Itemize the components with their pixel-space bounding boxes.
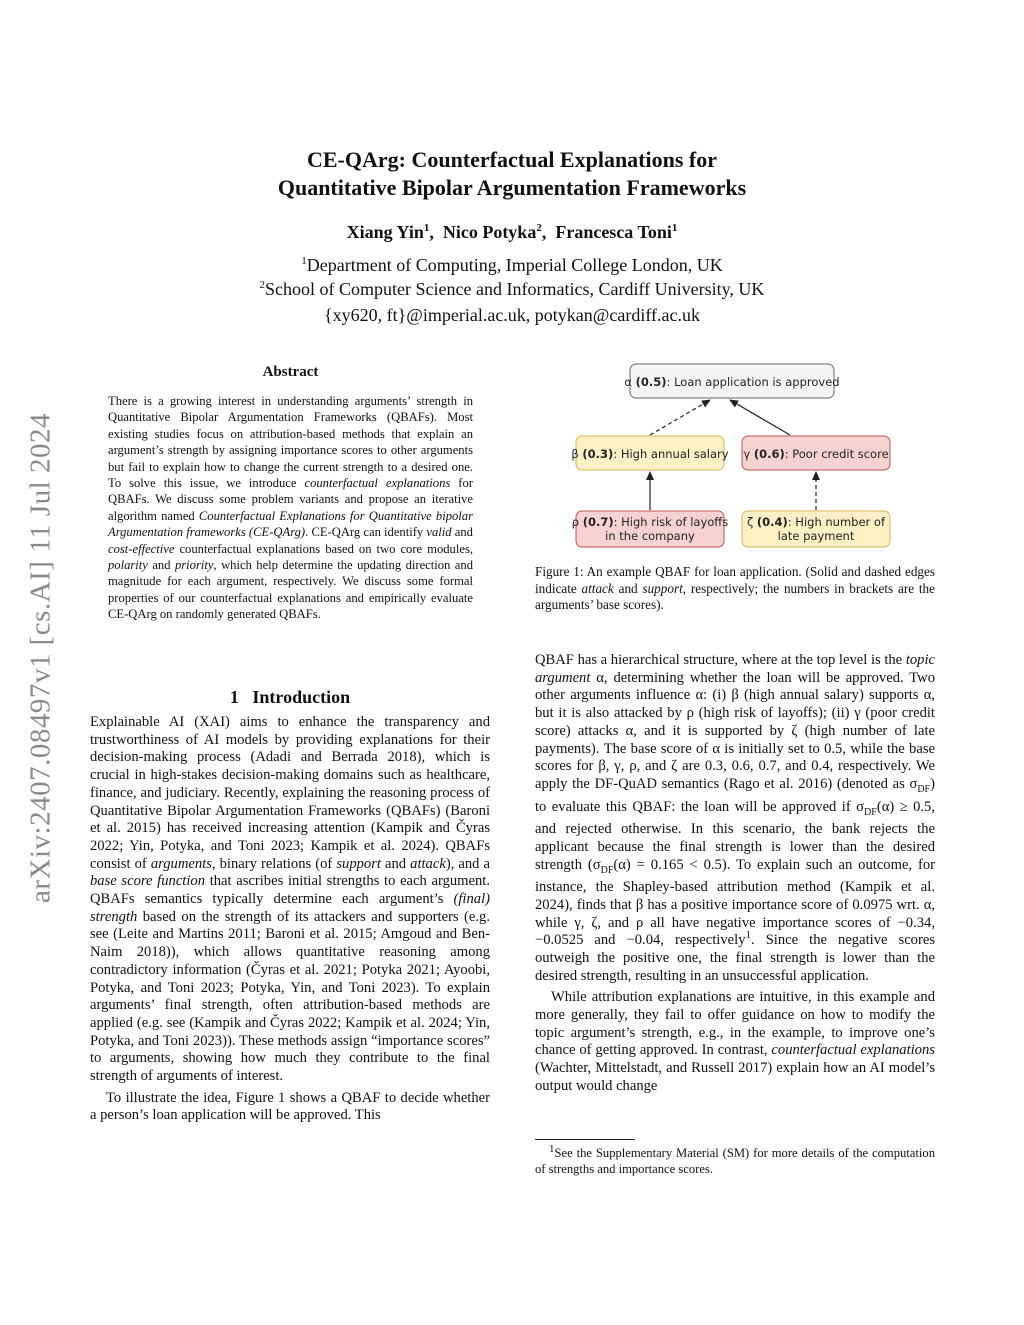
abstract-text: . CE-QArg can identify [305, 525, 427, 540]
body-text: (α) = 0.165 < 0.5). To explain such an outcome, for instance, the Shapley-based attribution method (Kampik et al. 2024), finds that β has a positive importance score of 0.0975 wrt. α, while γ, ζ, and ρ all have negative importance scores of −0.34, −0.0525 and −0.04, respectively [535, 856, 935, 949]
introduction-right-column [535, 652, 935, 1096]
paper-title [0, 146, 1024, 202]
body-text: Explainable AI (XAI) aims to enhance the transparency and trustworthiness of AI models by providing explanations for their decision-making process (Adadi and Berrada 2018), which is crucial in high-stakes decision-making domains such as healthcare, finance, and judiciary. Recently, explaining the reasoning process of Quantitative Bipolar Argumentation Frameworks (QBAFs) (Baroni et al. 2015) has received increasing attention (Kampik and Čyras 2022; Yin, Potyka, and Toni 2023; Kampik et al. 2024). QBAFs consist of [90, 714, 490, 872]
body-emphasis: counterfactual explanations [771, 1042, 935, 1059]
body-emphasis: (final) strength [90, 891, 490, 925]
author-name: Francesca Toni [555, 222, 672, 242]
argument-label-line-2: late payment [777, 529, 855, 543]
caption-text: , respectively; the numbers in brackets are the arguments’ base scores). [535, 580, 935, 613]
abstract-emphasis: counterfactual explanations [304, 476, 451, 491]
footnote-number: 1 [549, 1142, 555, 1155]
body-text: based on the strength of its attackers and supporters (e.g. see (Leite and Martins 2011; Baroni et al. 2015; Amgoud and Ben-Naim 2018)), which allows quantitative reasoning among contradictory information (Čyras et al. 2021; Potyka 2021; Ayoobi, Potyka, and Toni 2023; Potyka, Yin, and Toni 2023). To explain arguments’ final strength, often attribution-based methods are applied (e.g. see (Kampik and Čyras 2022; Kampik et al. 2024; Yin, Potyka, and Toni 2023)). These methods assign “importance scores” to arguments, showing how much they contribute to the final strength of arguments of interest. [90, 908, 490, 1085]
author-emails: {xy620, ft}@imperial.ac.uk, potykan@cardiff.ac.uk [324, 305, 700, 325]
right-paragraph-2 [535, 989, 935, 1095]
edge-gamma-attacks-alpha [730, 400, 790, 435]
argument-symbol: α [624, 375, 632, 389]
body-text: . Since the negative scores outweigh the positive one, the final strength is lower than the desired strength, resulting in an unsuccessful application. [535, 932, 935, 984]
body-text: (Wachter, Mittelstadt, and Russell 2017) explain how an AI model’s output would change [535, 1060, 935, 1094]
body-text: , binary relations (of [211, 855, 337, 872]
svg-text:ρ (0.7): High risk of la [572, 515, 728, 529]
title-line-1: CE-QArg: Counterfactual Explanations for [306, 147, 718, 172]
introduction-left-column [90, 714, 490, 1125]
figure-1-caption [535, 564, 935, 614]
argument-symbol: ζ [746, 515, 754, 529]
abstract-body [108, 393, 473, 623]
body-text: (α) ≥ 0.5, and rejected otherwise. In this scenario, the bank rejects the applicant because the final strength is lower than the desired strength (σ [535, 798, 935, 873]
footnote-text: See the Supplementary Material (SM) for more details of the computation of strengths and importance scores. [535, 1146, 935, 1177]
body-emphasis: arguments [150, 855, 212, 872]
svg-text:β (0.3): High annual sal [571, 447, 728, 461]
caption-emphasis: attack [581, 580, 614, 596]
argument-rho-node [572, 511, 728, 547]
abstract-text: and [451, 525, 473, 540]
footnote-divider [535, 1139, 635, 1140]
body-text: ), and a [445, 855, 491, 872]
base-score: (0.5) [635, 375, 667, 389]
affiliation-number: 2 [259, 279, 266, 291]
caption-text: and [613, 580, 643, 596]
footnote-marker: 1 [745, 929, 751, 942]
argument-label-line-2: in the company [605, 529, 695, 543]
title-line-2: Quantitative Bipolar Argumentation Frameworks [277, 175, 747, 200]
affiliation-text: Department of Computing, Imperial College London, UK [306, 255, 723, 275]
abstract-text: and [147, 558, 175, 573]
body-text: ) to evaluate this QBAF: the loan will be approved if σ [535, 775, 935, 815]
affiliation-text: School of Computer Science and Informatics, Cardiff University, UK [265, 279, 765, 299]
affiliation-1 [0, 253, 1024, 277]
abstract-emphasis: cost-effective [108, 541, 175, 556]
author-affiliation-mark: 1 [671, 222, 678, 234]
arxiv-identifier [23, 378, 59, 938]
author-name: Xiang Yin [346, 222, 424, 242]
intro-paragraph-2: To illustrate the idea, Figure 1 shows a QBAF to decide whether a person’s loan application will be approved. This [90, 1089, 490, 1124]
body-text: and [380, 855, 411, 872]
edge-beta-supports-alpha [650, 400, 710, 435]
body-emphasis: topic argument [535, 652, 935, 686]
caption-text: Figure 1: An example QBAF for loan application. (Solid and dashed edges indicate [535, 564, 935, 596]
affiliation-number: 1 [301, 255, 307, 267]
intro-paragraph-1 [90, 714, 490, 1086]
argument-label: : High annual salary [613, 447, 729, 461]
argument-symbol: ρ [571, 515, 580, 529]
argument-label: : Poor credit score [784, 447, 889, 461]
body-emphasis: attack [410, 855, 446, 872]
body-emphasis: support [336, 855, 381, 872]
right-paragraph-1 [535, 652, 935, 985]
body-text: α, determining whether the loan will be approved. Two other arguments influence α: (i) β (high annual salary) supports α, but it is also attacked by ρ (high risk of layoffs); (ii) γ (poor credit score) attacks α, and it is supported by ζ (high number of late payments). The base score of α is initially set to 0.5, while the base scores for β, γ, ρ, and ζ are 0.3, 0.6, 0.7, and 0.4, respectively. We apply the DF-QuAD semantics (Rago et al. 2016) (denoted as σ [535, 669, 935, 792]
abstract-heading: Abstract [262, 364, 319, 380]
math-subscript: DF [917, 783, 931, 795]
svg-text:ζ (0.4): High number of [747, 515, 886, 529]
footnote-1 [535, 1142, 935, 1178]
body-text: While attribution explanations are intuitive, in this example and more generally, they fail to offer guidance on how to modify the topic argument’s strength, e.g., in the example, to improve one’s chance of getting approved. In contrast, [535, 989, 935, 1059]
abstract-emphasis: Counterfactual Explanations for Quantitative bipolar Argumentation frameworks (CE-QArg) [108, 508, 473, 540]
argument-label: : Loan application is approved [666, 375, 840, 389]
section-heading-introduction [90, 687, 490, 708]
author-name: Nico Potyka [442, 222, 537, 242]
math-subscript: DF [864, 806, 877, 818]
argument-gamma-node [742, 436, 890, 470]
argument-alpha-node [624, 364, 839, 398]
caption-emphasis: support [642, 580, 683, 596]
abstract-emphasis: priority [174, 558, 214, 573]
arxiv-identifier-text: arXiv:2407.08497v1 [cs.AI] 11 Jul 2024 [24, 413, 57, 903]
argument-symbol: β [571, 447, 579, 461]
base-score: (0.7) [582, 515, 614, 529]
argument-zeta-node [742, 511, 890, 547]
section-number: 1 [229, 687, 239, 707]
abstract-emphasis: polarity [108, 558, 148, 573]
base-score: (0.3) [582, 447, 614, 461]
argument-beta-node [571, 436, 728, 470]
base-score: (0.4) [756, 515, 788, 529]
author-list: Xiang Yin$^1$, Nico Potyka$^2$, Francesca Toni$^1$ [346, 222, 678, 242]
affiliation-2 [0, 277, 1024, 301]
body-text: that ascribes initial strengths to each argument. QBAFs semantics typically determine each argument’s [90, 873, 490, 908]
abstract-text: , which help determine the updating direction and magnitude for each argument, respectively. We discuss some formal properties of our counterfactual explanations and empirically evaluate CE-QArg on randomly generated QBAFs. [108, 558, 473, 622]
section-title: Introduction [252, 687, 351, 707]
footnote-body [535, 1142, 935, 1178]
figure-1-qbaf-diagram [560, 358, 910, 558]
argument-symbol: γ [743, 447, 751, 461]
abstract-emphasis: valid [426, 525, 452, 540]
svg-text:γ (0.6): Poor credit sco [743, 447, 888, 461]
svg-text:α (0.5): Loan applicatio [624, 375, 839, 389]
abstract-text: for QBAFs. We discuss some problem variants and propose an iterative algorithm named [108, 476, 473, 523]
author-affiliation-mark: 2 [536, 222, 542, 234]
argument-label: : High risk of layoffs [613, 515, 729, 529]
abstract-text: counterfactual explanations based on two core modules, [174, 541, 473, 556]
abstract-text: There is a growing interest in understanding arguments’ strength in Quantitative Bipolar Argumentation Frameworks (QBAFs). Most existing studies focus on attribution-based methods that explain an argument’s strength by assigning importance scores to other arguments but fail to explain how to change the current strength to a desired one. To solve this issue, we introduce [108, 394, 473, 491]
argument-label: : High number of [787, 515, 886, 529]
math-subscript: DF [600, 864, 614, 876]
author-affiliation-mark: 1 [423, 222, 430, 234]
body-text: QBAF has a hierarchical structure, where at the top level is the [535, 652, 906, 668]
base-score: (0.6) [753, 447, 785, 461]
body-emphasis: base score function [90, 873, 206, 890]
